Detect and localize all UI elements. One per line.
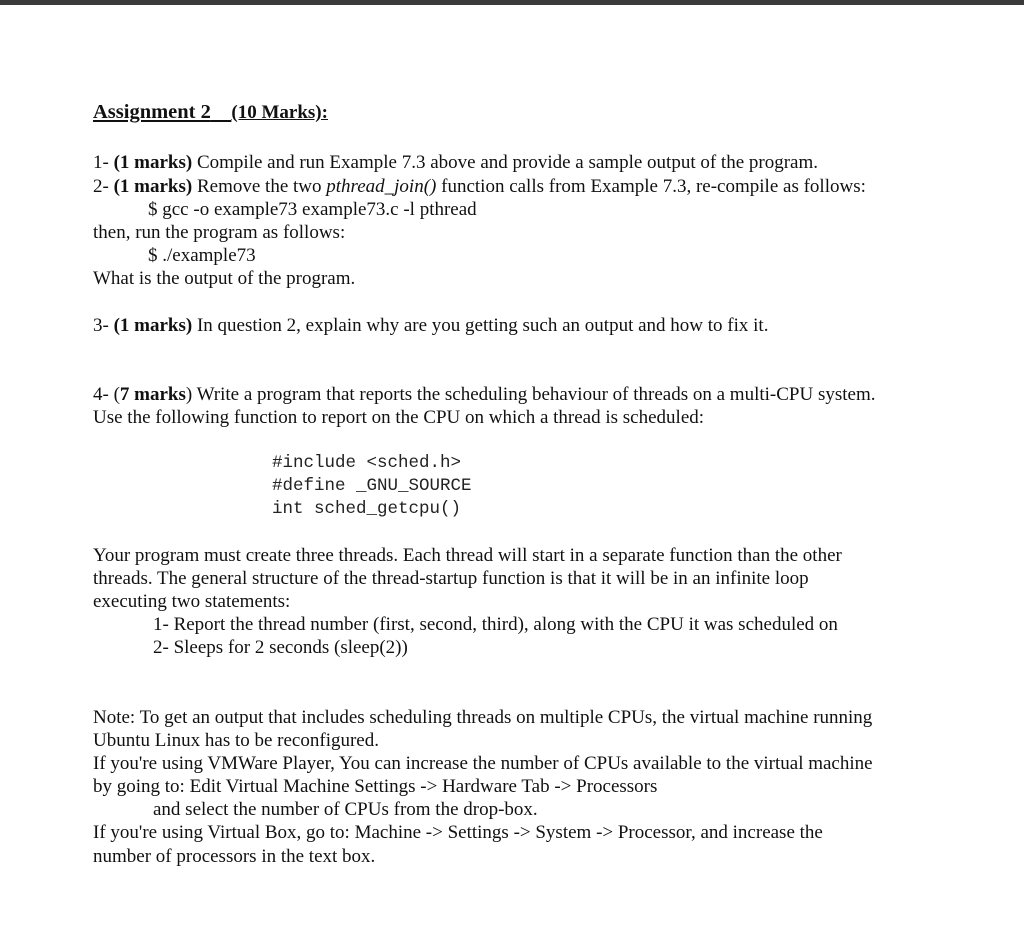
q1-marks: (1 marks) — [113, 152, 193, 173]
question-4: 4- (7 marks) Write a program that reports the scheduling behaviour of threads on a multi-CPU system. — [93, 384, 876, 405]
assignment-marks: (10 Marks): — [231, 102, 328, 123]
q4-marks: 7 marks — [119, 384, 186, 405]
q2-question: What is the output of the program. — [93, 268, 356, 289]
q2-then-run: then, run the program as follows: — [93, 222, 346, 243]
assignment-title — [93, 101, 328, 124]
note-vbox-line-2: number of processors in the text box. — [93, 846, 376, 867]
q4-step-2: 2- Sleeps for 2 seconds (sleep(2)) — [153, 637, 408, 658]
question-1: 1- (1 marks) Compile and run Example 7.3 above and provide a sample output of the program. — [93, 152, 819, 173]
q4-step-1: 1- Report the thread number (first, second, third), along with the CPU it was scheduled on — [153, 614, 838, 635]
note-line-3: If you're using VMWare Player, You can increase the number of CPUs available to the virtual machine — [93, 753, 873, 774]
note-indented: and select the number of CPUs from the drop-box. — [153, 799, 538, 820]
code-function: int sched_getcpu() — [272, 499, 462, 519]
code-include: #include <sched.h> — [272, 453, 462, 473]
question-2: 2- (1 marks) Remove the two pthread_join() function calls from Example 7.3, re-compile as follows: — [93, 176, 866, 197]
q2-run-command: $ ./example73 — [148, 245, 256, 266]
code-define: #define _GNU_SOURCE — [272, 476, 472, 496]
note-line-4: by going to: Edit Virtual Machine Settings -> Hardware Tab -> Processors — [93, 776, 658, 797]
top-border — [0, 0, 1024, 5]
q4-paragraph-line-1: Your program must create three threads. Each thread will start in a separate function than the other — [93, 545, 842, 566]
q2-function-name: pthread_join() — [326, 176, 437, 197]
assignment-heading: Assignment 2 — [93, 101, 211, 123]
q4-line-2: Use the following function to report on the CPU on which a thread is scheduled: — [93, 407, 705, 428]
note-line-2: Ubuntu Linux has to be reconfigured. — [93, 730, 379, 751]
q2-compile-command: $ gcc -o example73 example73.c -l pthread — [148, 199, 477, 220]
question-3: 3- (1 marks) In question 2, explain why are you getting such an output and how to fix it. — [93, 315, 769, 336]
q2-marks: (1 marks) — [113, 176, 193, 197]
note-line-1: Note: To get an output that includes scheduling threads on multiple CPUs, the virtual machine running — [93, 707, 873, 728]
note-vbox-line-1: If you're using Virtual Box, go to: Machine -> Settings -> System -> Processor, and increase the — [93, 822, 823, 843]
q4-paragraph-line-3: executing two statements: — [93, 591, 291, 612]
q3-marks: (1 marks) — [113, 315, 193, 336]
q4-paragraph-line-2: threads. The general structure of the thread-startup function is that it will be in an infinite loop — [93, 568, 809, 589]
